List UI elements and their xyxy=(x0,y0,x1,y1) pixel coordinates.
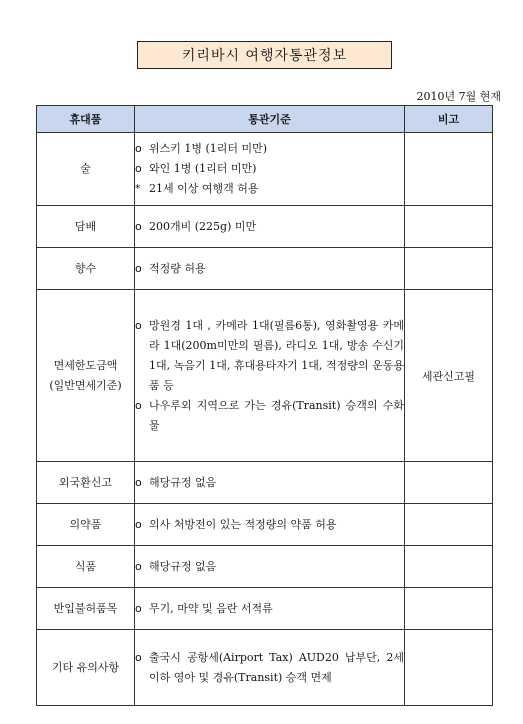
bullet-marker: o xyxy=(135,475,142,489)
item-cell xyxy=(37,248,135,290)
standard-cell xyxy=(135,133,405,206)
header-item: 휴대품 xyxy=(37,106,135,133)
standard-list xyxy=(135,217,404,237)
item-cell xyxy=(37,588,135,630)
table-row xyxy=(37,290,493,462)
item-label: 향수 xyxy=(74,261,97,275)
page-title: 키리바시 여행자통관정보 xyxy=(137,41,392,69)
header-note: 비고 xyxy=(405,106,493,133)
bullet-marker: o xyxy=(135,162,142,175)
item-label: 외국환신고 xyxy=(58,475,113,489)
note-cell xyxy=(405,206,493,248)
item-cell xyxy=(37,290,135,462)
item-label: 반입불허품목 xyxy=(53,601,118,615)
standard-text: 와인 1병 (1리터 미만) xyxy=(149,162,257,175)
table-row xyxy=(37,133,493,206)
standard-text: 무기, 마약 및 음란 서적류 xyxy=(149,601,273,615)
item-label: 기타 유의사항 xyxy=(51,660,120,674)
standard-text: 해당규정 없음 xyxy=(149,559,217,573)
standard-text: 해당규정 없음 xyxy=(149,475,217,489)
item-cell xyxy=(37,504,135,546)
bullet-marker: o xyxy=(135,398,142,412)
table-row xyxy=(37,504,493,546)
list-item xyxy=(135,159,404,179)
list-item xyxy=(135,179,404,199)
standard-text: 망원경 1대 , 카메라 1대(필름6통), 영화촬영용 카메라 1대(200m미만의 필름), 라디오 1대, 방송 수신기 1대, 녹음기 1대, 휴대용타자기 1대, 적정량의 운동용품 등 xyxy=(149,318,404,392)
note-cell xyxy=(405,588,493,630)
standard-cell xyxy=(135,206,405,248)
note-cell xyxy=(405,462,493,504)
note-cell xyxy=(405,248,493,290)
standard-cell xyxy=(135,248,405,290)
standard-list xyxy=(135,648,404,688)
standard-text: 적정량 허용 xyxy=(149,261,206,275)
list-item xyxy=(135,316,404,396)
customs-table xyxy=(36,105,493,706)
list-item xyxy=(135,473,404,493)
bullet-marker: o xyxy=(135,142,142,155)
list-item xyxy=(135,599,404,619)
item-label: 의약품 xyxy=(69,517,102,531)
bullet-marker: o xyxy=(135,517,142,531)
standard-list xyxy=(135,599,404,619)
note-cell xyxy=(405,133,493,206)
standard-list xyxy=(135,316,404,436)
bullet-marker: o xyxy=(135,601,142,615)
standard-cell xyxy=(135,504,405,546)
standard-list xyxy=(135,557,404,577)
table-row xyxy=(37,248,493,290)
table-row xyxy=(37,588,493,630)
bullet-marker: * xyxy=(135,182,141,195)
list-item xyxy=(135,259,404,279)
standard-cell xyxy=(135,546,405,588)
table-header-row xyxy=(37,106,493,133)
header-standard: 통관기준 xyxy=(135,106,405,133)
standard-list xyxy=(135,259,404,279)
standard-text: 21세 이상 여행객 허용 xyxy=(149,182,259,195)
table-row xyxy=(37,206,493,248)
item-label: (일반면세기준) xyxy=(49,378,122,392)
list-item xyxy=(135,217,404,237)
table-row xyxy=(37,630,493,706)
table-row xyxy=(37,462,493,504)
item-cell xyxy=(37,630,135,706)
list-item xyxy=(135,557,404,577)
standard-list xyxy=(135,515,404,535)
list-item xyxy=(135,139,404,159)
standard-text: 의사 처방전이 있는 적정량의 약품 허용 xyxy=(149,517,337,531)
list-item xyxy=(135,648,404,688)
standard-cell xyxy=(135,462,405,504)
table-body xyxy=(37,133,493,706)
item-cell xyxy=(37,546,135,588)
standard-cell xyxy=(135,630,405,706)
list-item xyxy=(135,515,404,535)
note-cell xyxy=(405,630,493,706)
table-row xyxy=(37,546,493,588)
bullet-marker: o xyxy=(135,261,142,275)
standard-cell xyxy=(135,290,405,462)
list-item xyxy=(135,396,404,436)
note-cell: 세관신고필 xyxy=(405,290,493,462)
standard-cell xyxy=(135,588,405,630)
bullet-marker: o xyxy=(135,219,142,233)
item-label: 담배 xyxy=(74,219,97,233)
item-cell xyxy=(37,462,135,504)
item-label: 술 xyxy=(80,162,91,175)
item-cell xyxy=(37,133,135,206)
note-cell xyxy=(405,504,493,546)
standard-text: 200개비 (225g) 미만 xyxy=(149,219,257,233)
standard-text: 위스키 1병 (1리터 미만) xyxy=(149,142,268,155)
bullet-marker: o xyxy=(135,650,142,664)
item-cell xyxy=(37,206,135,248)
item-label: 식품 xyxy=(74,559,97,573)
standard-list xyxy=(135,473,404,493)
date-note: 2010년 7월 현재 xyxy=(416,90,501,103)
note-cell xyxy=(405,546,493,588)
standard-text: 나우루외 지역으로 가는 경유(Transit) 승객의 수화물 xyxy=(149,398,404,432)
bullet-marker: o xyxy=(135,318,142,332)
item-label: 면세한도금액 xyxy=(53,358,118,372)
standard-list xyxy=(135,139,404,199)
standard-text: 출국시 공항세(Airport Tax) AUD20 납부단, 2세 이하 영아 및 경유(Transit) 승객 면제 xyxy=(149,650,404,684)
bullet-marker: o xyxy=(135,559,142,573)
